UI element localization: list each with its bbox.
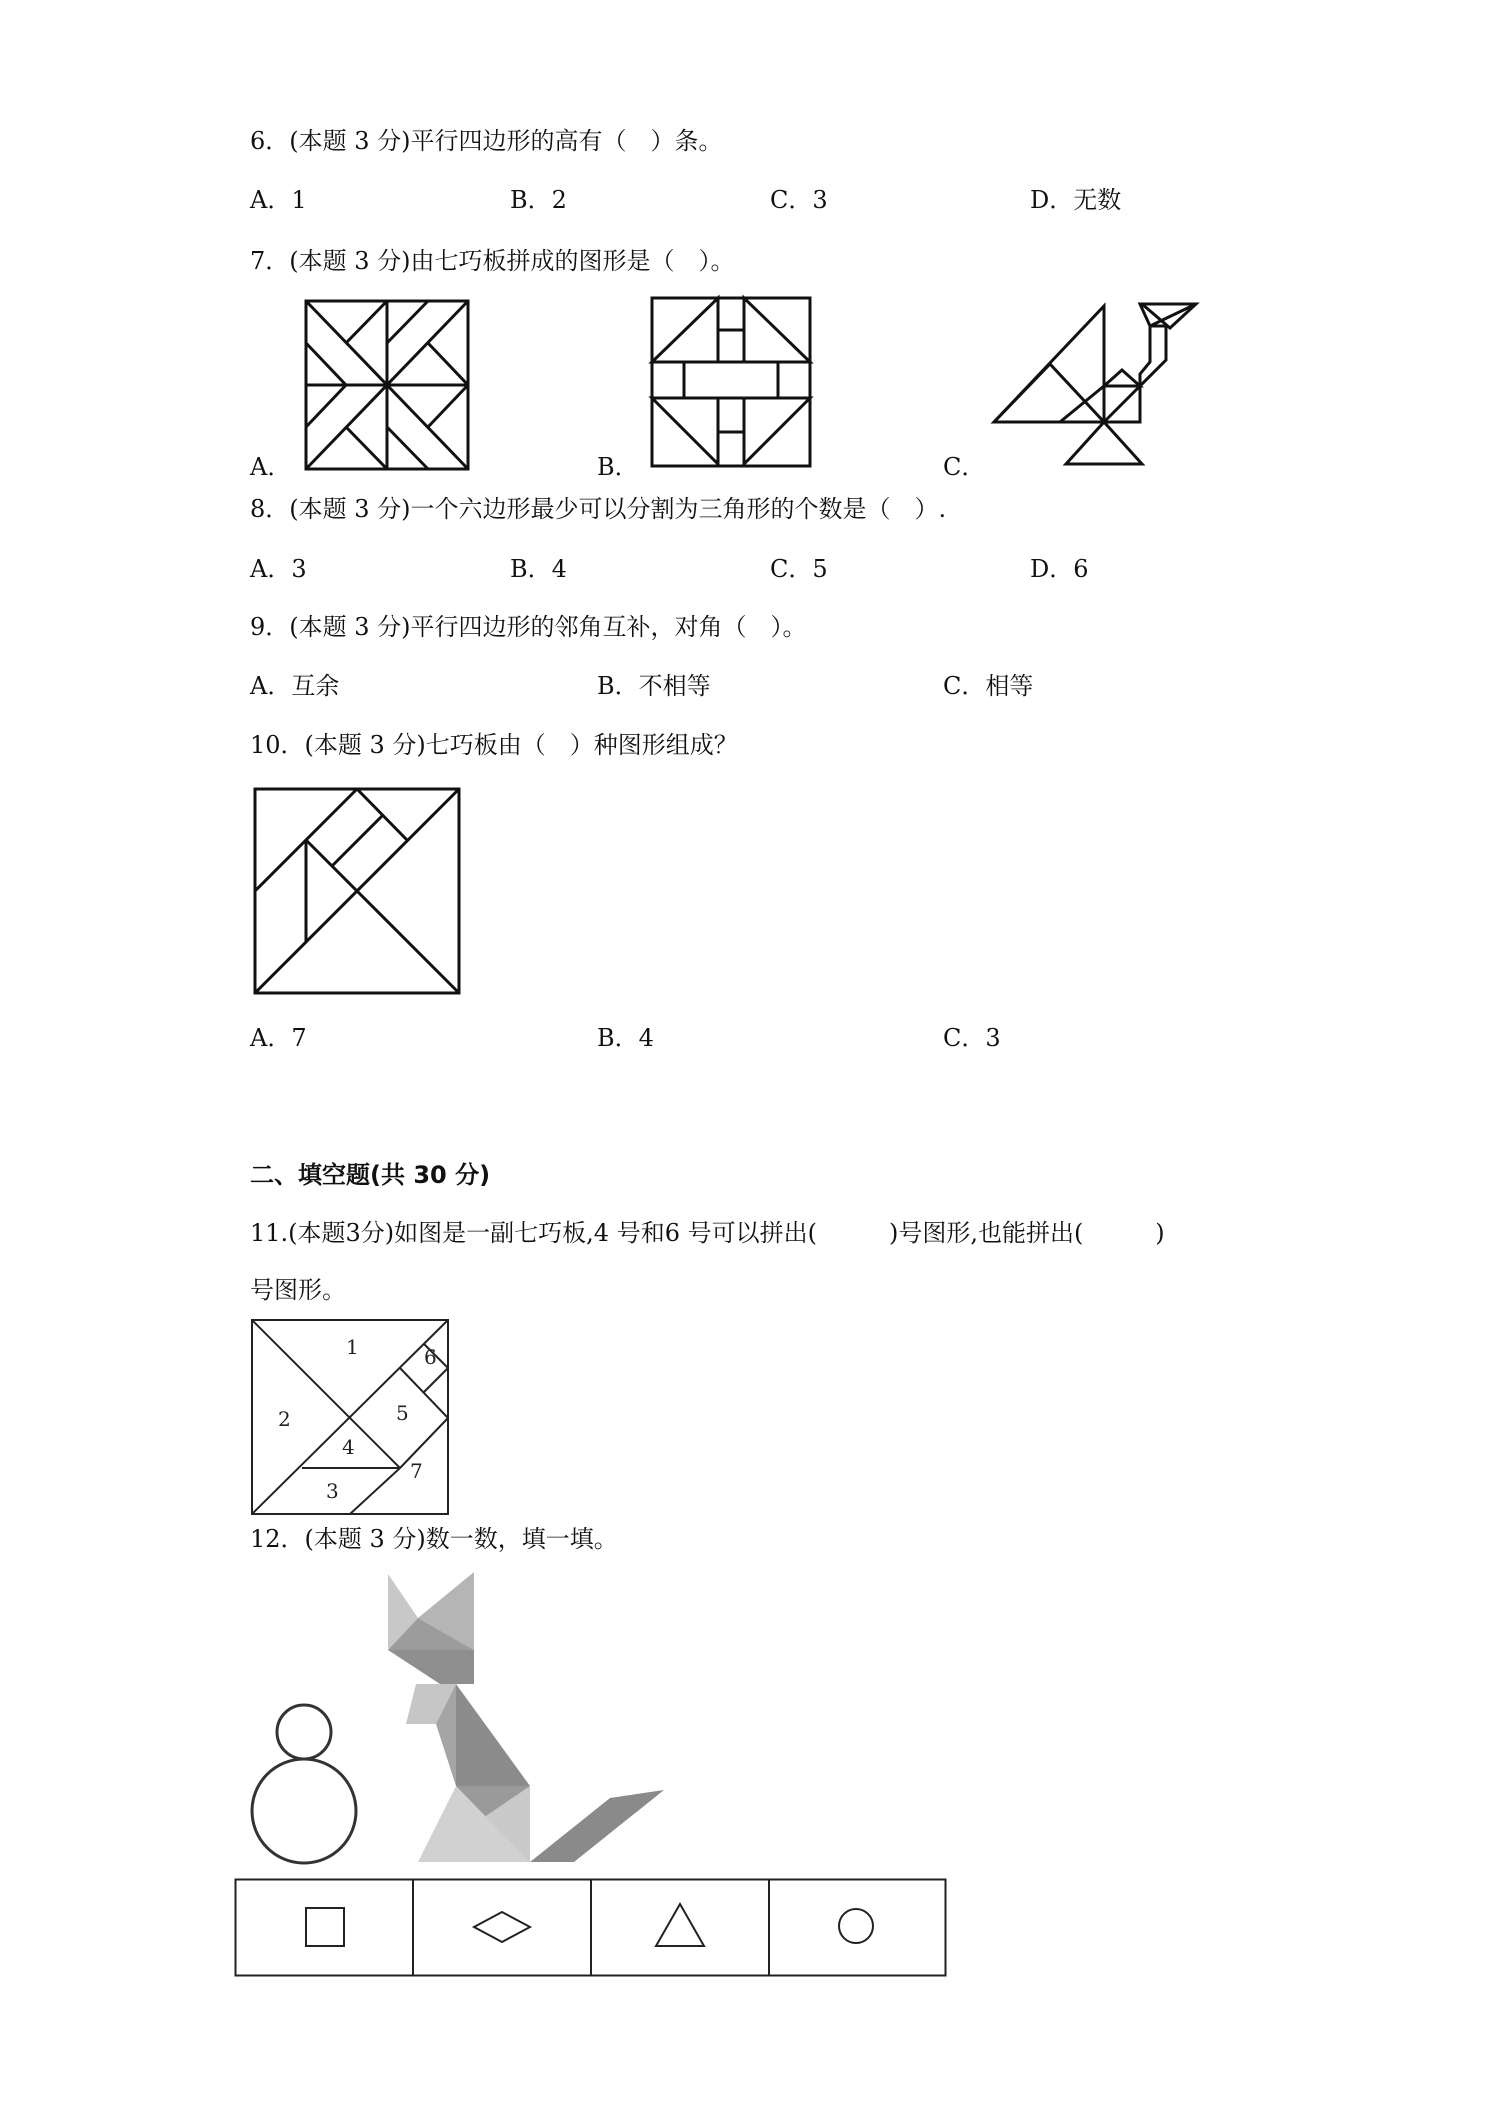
q10-option-b[interactable]: B．4 — [597, 1024, 654, 1052]
q6-text: 6．(本题 3 分)平行四边形的高有（ ）条。 — [250, 127, 723, 155]
piece-label-3: 3 — [326, 1479, 339, 1503]
q8-option-b[interactable]: B．4 — [510, 555, 567, 583]
q9-option-b[interactable]: B．不相等 — [597, 672, 711, 700]
q7-option-a[interactable]: A． — [250, 453, 292, 481]
piece-label-5: 5 — [396, 1401, 409, 1425]
q6-option-d[interactable]: D．无数 — [1030, 186, 1122, 214]
rhombus-icon — [474, 1912, 530, 1942]
q9-text: 9．(本题 3 分)平行四边形的邻角互补，对角（ ）。 — [250, 613, 807, 641]
q6-option-a[interactable]: A．1 — [250, 186, 307, 214]
q7-option-c[interactable]: C． — [943, 453, 986, 481]
q8-option-a[interactable]: A．3 — [250, 555, 307, 583]
q10-option-a[interactable]: A．7 — [250, 1024, 307, 1052]
triangle-icon — [656, 1904, 704, 1946]
piece-label-4: 4 — [342, 1435, 355, 1459]
q12-text: 12．(本题 3 分)数一数，填一填。 — [250, 1525, 618, 1553]
q12-count-table — [234, 1878, 948, 1978]
q8-text: 8．(本题 3 分)一个六边形最少可以分割为三角形的个数是（ ）. — [250, 495, 947, 523]
q11-text-line2: 号图形。 — [250, 1276, 346, 1304]
q6-option-c[interactable]: C．3 — [770, 186, 828, 214]
q7-figure-b — [648, 294, 814, 470]
square-icon — [306, 1908, 344, 1946]
q8-option-d[interactable]: D．6 — [1030, 555, 1089, 583]
piece-label-6: 6 — [424, 1345, 437, 1369]
small-circle-shape — [277, 1705, 331, 1759]
piece-label-7: 7 — [410, 1459, 423, 1483]
q10-tangram-figure — [252, 786, 462, 996]
tangram-cat-shape — [388, 1572, 664, 1862]
large-circle-shape — [252, 1759, 356, 1863]
q9-option-a[interactable]: A．互余 — [250, 672, 340, 700]
piece-label-1: 1 — [346, 1335, 359, 1359]
q12-illustration — [240, 1566, 680, 1872]
q7-figure-c — [992, 300, 1202, 468]
q11-tangram-figure — [250, 1318, 450, 1518]
section-heading: 二、填空题(共 30 分) — [250, 1161, 491, 1189]
q9-option-c[interactable]: C．相等 — [943, 672, 1034, 700]
piece-label-2: 2 — [278, 1407, 291, 1431]
q10-text: 10．(本题 3 分)七巧板由（ ）种图形组成？ — [250, 731, 738, 759]
q8-option-c[interactable]: C．5 — [770, 555, 828, 583]
circle-icon — [839, 1909, 873, 1943]
q7-figure-a — [300, 297, 472, 473]
q7-text: 7．(本题 3 分)由七巧板拼成的图形是（ ）。 — [250, 247, 735, 275]
q6-option-b[interactable]: B．2 — [510, 186, 567, 214]
q10-option-c[interactable]: C．3 — [943, 1024, 1001, 1052]
q11-text-line1: 11.(本题3分)如图是一副七巧板,4 号和6 号可以拼出( )号图形,也能拼出( ) — [250, 1219, 1165, 1247]
q7-option-b[interactable]: B． — [597, 453, 639, 481]
